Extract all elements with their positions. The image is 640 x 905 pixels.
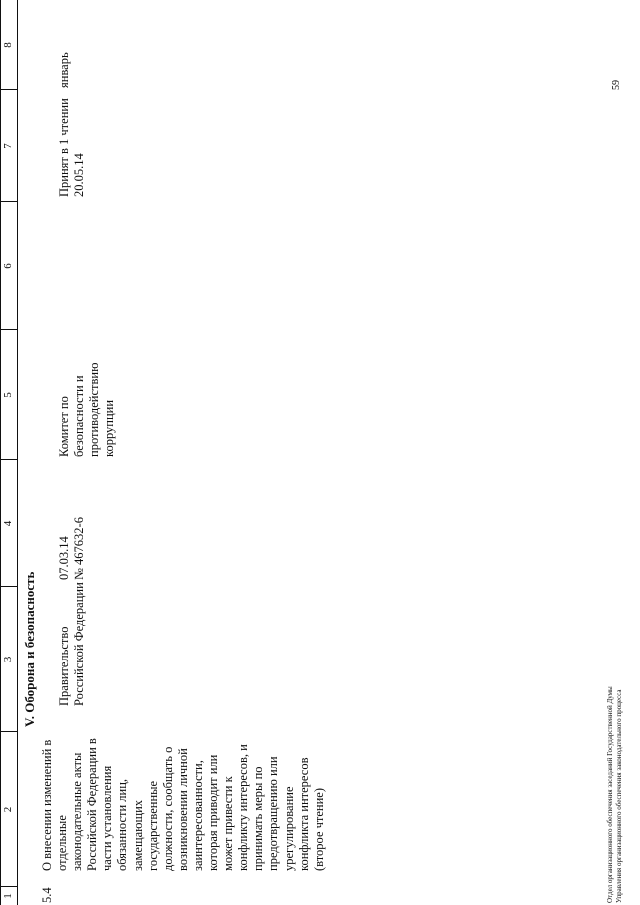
bill-status: Принят в 1 чтении 20.05.14	[57, 98, 87, 197]
column-header-2: 2	[2, 806, 14, 813]
bill-date-number: 07.03.14 № 467632-6	[57, 517, 87, 580]
column-header-4: 4	[2, 520, 14, 527]
row-number: 5.4	[40, 887, 54, 903]
column-header-8: 8	[2, 42, 14, 48]
section-title: V. Оборона и безопасность	[22, 571, 37, 727]
page-number: 59	[611, 80, 622, 90]
responsible-committee: Комитет по безопасности и противодействию коррупции	[57, 362, 117, 457]
bill-title: О внесении изменений в отдельные законодательные акты Российской Федерации в части установления обязанности лиц, замещающих государственные должности, сообщать о возникновении личной заинтересованности, которая приводит или может привести к конфликту интересов, и принимать меры по предотвращению или урегулирование конфликта интересов (второе чтение)	[40, 738, 326, 871]
footer-line-1: Отдел организационного обеспечения заседаний Государственной Думы	[606, 686, 614, 903]
planned-month: январь	[57, 52, 71, 88]
column-header-7: 7	[2, 143, 14, 149]
column-header-1: 1	[2, 893, 14, 899]
column-header-5: 5	[2, 392, 14, 398]
column-header-6: 6	[2, 263, 14, 269]
header-row-bottom-border	[17, 0, 18, 905]
footer-line-2: Управления организационного обеспечения законодательного процесса	[615, 689, 623, 903]
bill-initiator: Правительство Российской Федерации	[57, 582, 87, 706]
column-header-3: 3	[2, 656, 14, 663]
